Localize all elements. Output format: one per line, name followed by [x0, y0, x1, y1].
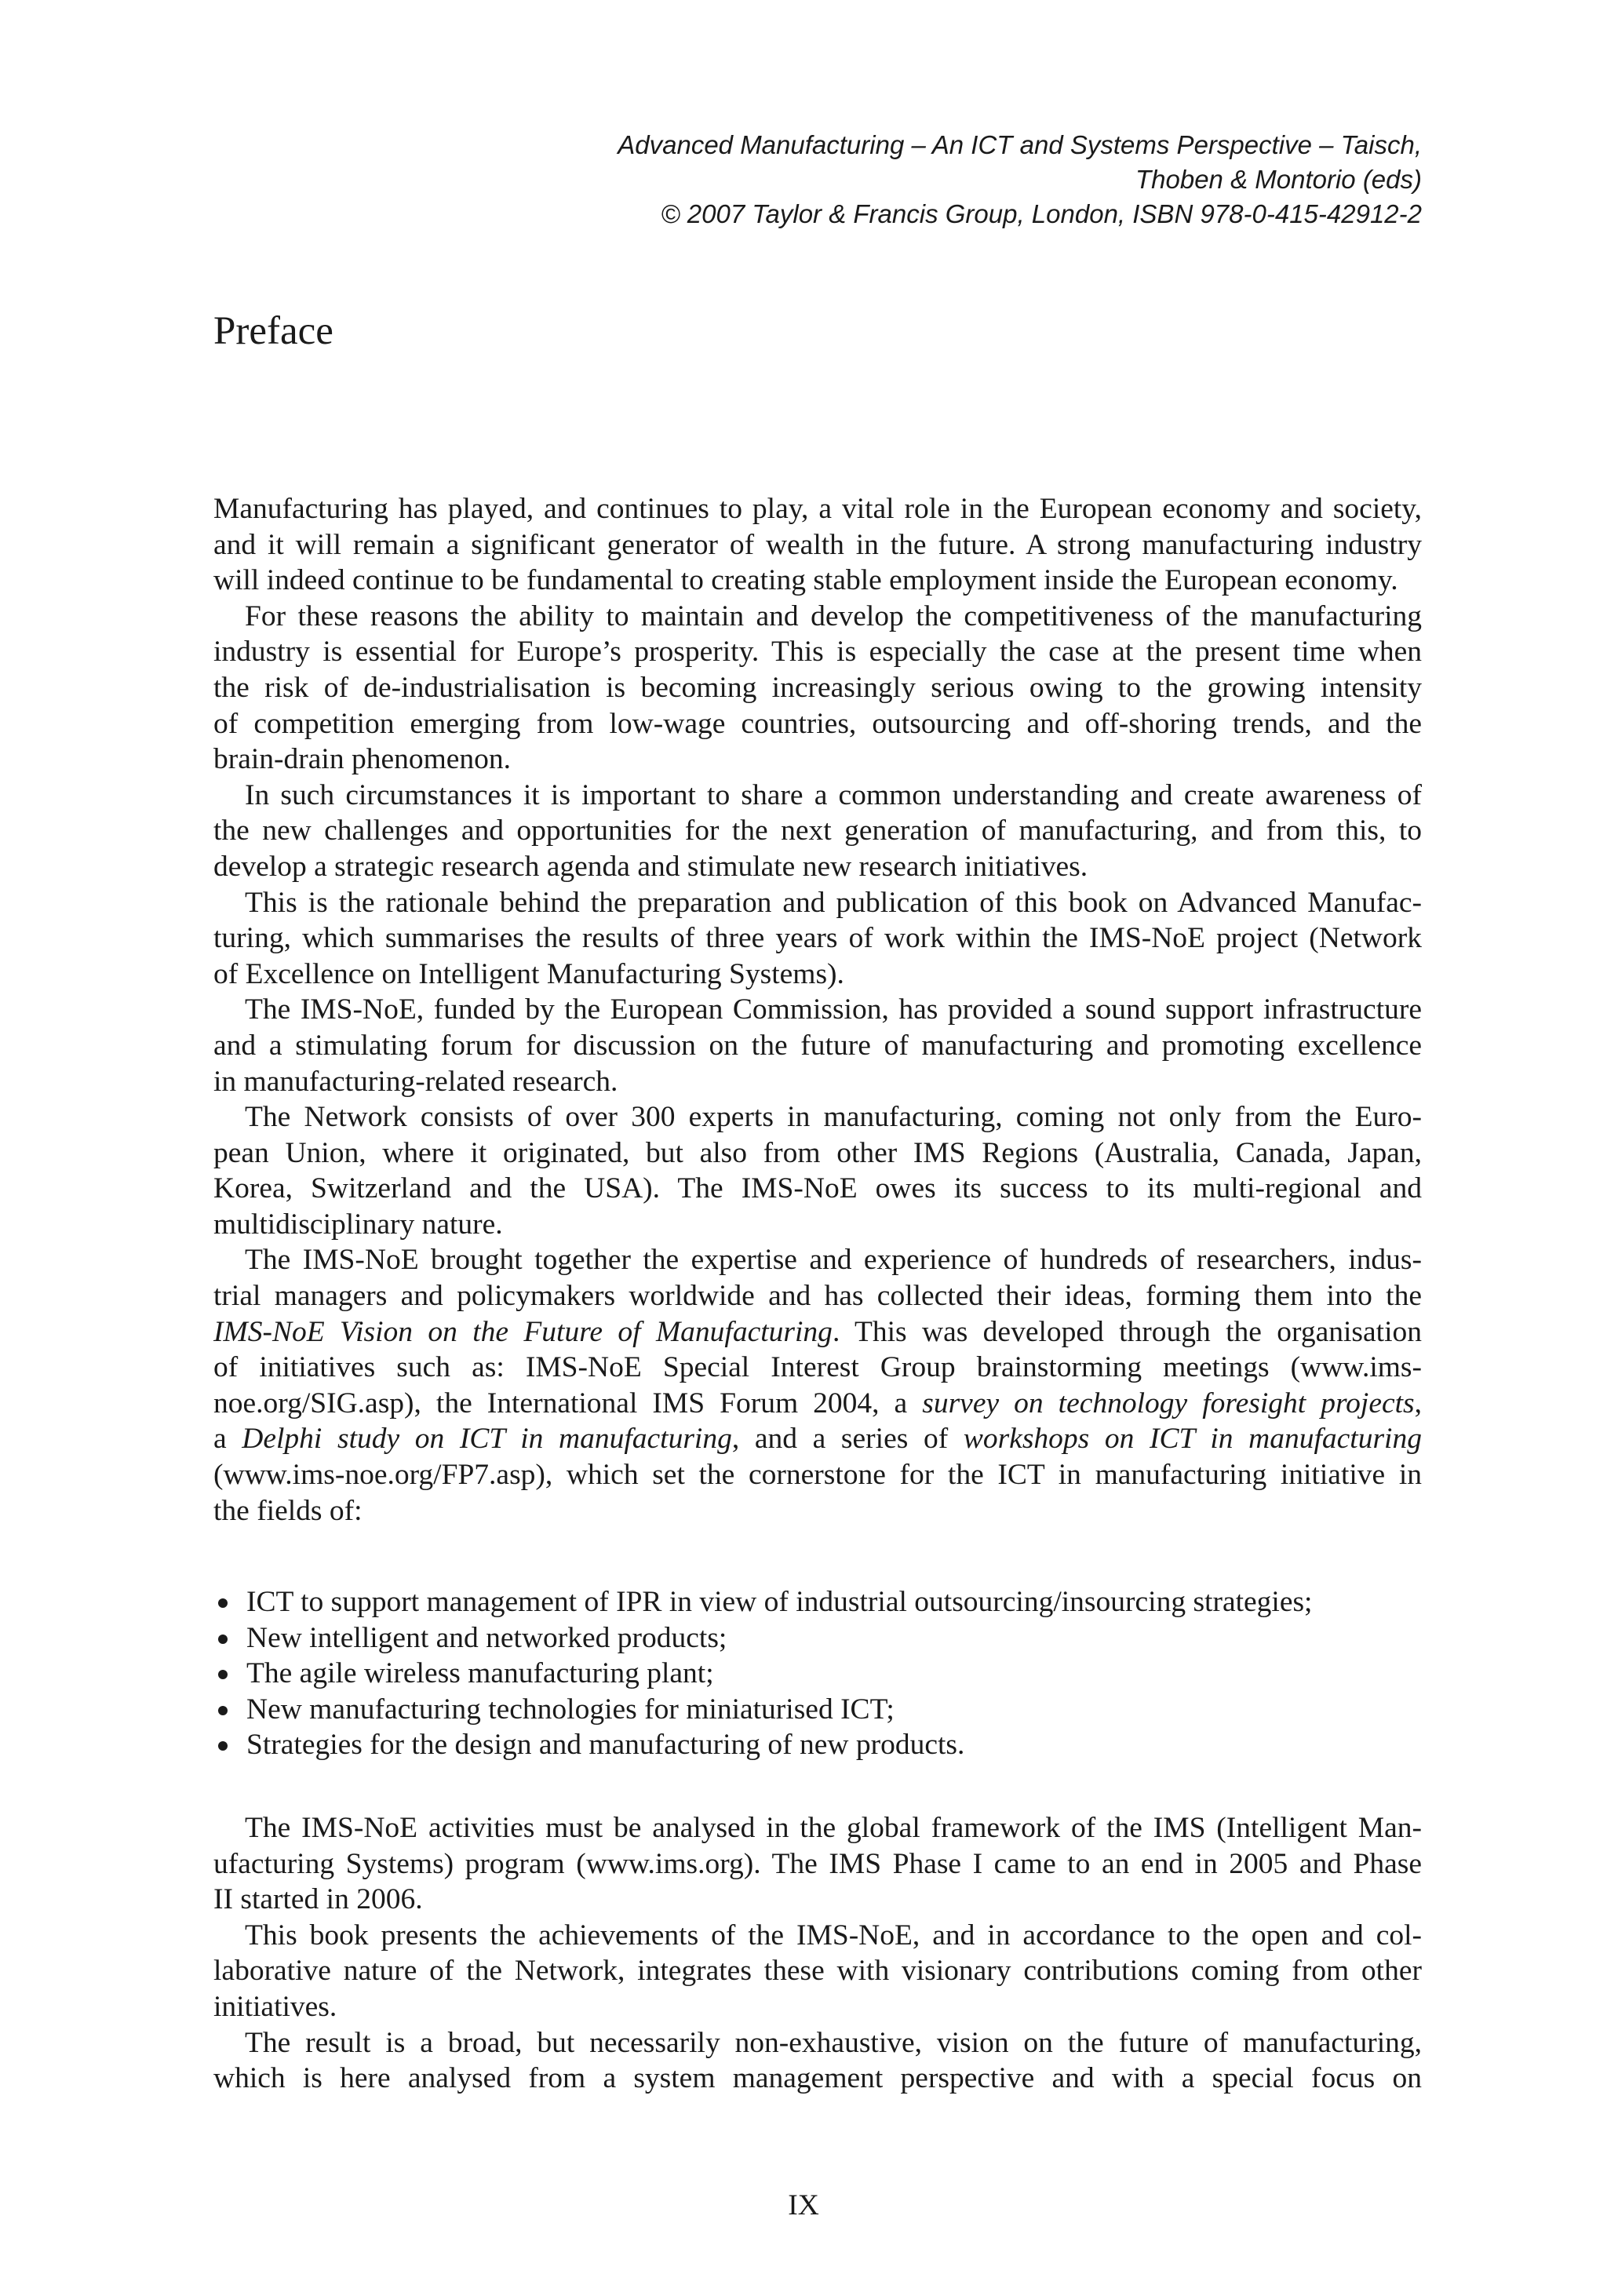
bullet-text: Strategies for the design and manufacturing of new products.: [246, 1729, 965, 1762]
bullet-item: [213, 1656, 1422, 1692]
bullet-text: New manufacturing technologies for miniaturised ICT;: [246, 1693, 895, 1726]
vision-paragraph: [213, 1242, 1422, 1529]
workshops-title: workshops on ICT in manufacturing: [963, 1423, 1422, 1456]
bullet-dot-icon: [218, 1706, 228, 1715]
paragraph: [213, 491, 1422, 599]
bullet-item: [213, 1727, 1422, 1763]
text-line: [213, 1386, 1422, 1422]
text-line: In such circumstances it is important to share a common understanding and create awareness of: [245, 778, 1422, 811]
text-line: initiatives.: [213, 1990, 337, 2023]
paragraph: [213, 885, 1422, 993]
bullet-text: ICT to support management of IPR in view of industrial outsourcing/insourcing strategies;: [246, 1586, 1313, 1618]
paragraphs-before-list: [213, 491, 1422, 1242]
bullet-item: [213, 1584, 1422, 1620]
preface-body: [213, 491, 1422, 1529]
text-line: the new challenges and opportunities for the next generation of manufacturing, and from this, to: [213, 815, 1422, 847]
text-line: [213, 1314, 1422, 1350]
text-line: Manufacturing has played, and continues to play, a vital role in the European economy and society,: [213, 493, 1422, 525]
vision-title: IMS-NoE Vision on the Future of Manufacturing: [213, 1315, 833, 1348]
text-line: The IMS-NoE brought together the expertise and experience of hundreds of researchers, indus-: [245, 1244, 1422, 1277]
bullet-text: The agile wireless manufacturing plant;: [246, 1657, 714, 1690]
text-line: of initiatives such as: IMS-NoE Special Interest Group brainstorming meetings (www.ims-: [213, 1351, 1422, 1384]
text-line: pean Union, where it originated, but also from other IMS Regions (Australia, Canada, Japan,: [213, 1136, 1422, 1169]
text-line: brain-drain phenomenon.: [213, 743, 512, 776]
text-line: [213, 1421, 1422, 1457]
header-line: Thoben & Montorio (eds): [1135, 165, 1422, 194]
page-number: IX: [788, 2189, 819, 2221]
header-line: Advanced Manufacturing – An ICT and Systems Perspective – Taisch,: [618, 130, 1422, 159]
bullet-item: [213, 1620, 1422, 1656]
paragraph: [213, 1918, 1422, 2025]
text-line: of Excellence on Intelligent Manufacturing Systems).: [213, 957, 844, 990]
text-line: The Network consists of over 300 experts in manufacturing, coming not only from the Euro-: [245, 1101, 1422, 1134]
text-line: II started in 2006.: [213, 1883, 423, 1916]
text-line: ufacturing Systems) program (www.ims.org). The IMS Phase I came to an end in 2005 and Phase: [213, 1847, 1422, 1880]
header-line: © 2007 Taylor & Francis Group, London, ISBN 978-0-415-42912-2: [661, 199, 1422, 228]
text-line: The IMS-NoE activities must be analysed in the global framework of the IMS (Intelligent Man-: [245, 1812, 1422, 1844]
text-line: industry is essential for Europe’s prosperity. This is especially the case at the present time when: [213, 636, 1422, 669]
text-line: This is the rationale behind the preparation and publication of this book on Advanced Manufac-: [245, 886, 1422, 919]
bullet-item: [213, 1692, 1422, 1728]
ict-fields-bullet-list: [213, 1584, 1422, 1763]
bullet-dot-icon: [218, 1598, 228, 1608]
text-fragment: a: [213, 1423, 242, 1456]
paragraph: [213, 599, 1422, 778]
text-line: Korea, Switzerland and the USA). The IMS-NoE owes its success to its multi-regional and: [213, 1172, 1422, 1205]
text-line: and it will remain a significant generator of wealth in the future. A strong manufacturing industry: [213, 528, 1422, 561]
paragraph: [213, 992, 1422, 1099]
survey-title: survey on technology foresight projects: [922, 1387, 1415, 1420]
text-line: which is here analysed from a system management perspective and with a special focus on: [213, 2062, 1422, 2095]
text-line: the risk of de-industrialisation is becoming increasingly serious owing to the growing intensity: [213, 671, 1422, 704]
text-line: (www.ims-noe.org/FP7.asp), which set the cornerstone for the ICT in manufacturing initiative in: [213, 1459, 1422, 1492]
text-fragment: noe.org/SIG.asp), the International IMS Forum 2004, a: [213, 1387, 923, 1420]
text-line: and a stimulating forum for discussion on the future of manufacturing and promoting excellence: [213, 1029, 1422, 1062]
bullet-dot-icon: [218, 1741, 228, 1751]
bullet-text: New intelligent and networked products;: [246, 1621, 727, 1654]
bullet-dot-icon: [218, 1635, 228, 1644]
text-line: The result is a broad, but necessarily non-exhaustive, vision on the future of manufacturing,: [245, 2026, 1422, 2059]
delphi-study-title: Delphi study on ICT in manufacturing: [242, 1423, 732, 1456]
page-title: Preface: [213, 309, 333, 353]
bullet-dot-icon: [218, 1670, 228, 1679]
text-line: For these reasons the ability to maintain and develop the competitiveness of the manufacturing: [245, 600, 1422, 632]
text-line: The IMS-NoE, funded by the European Commission, has provided a sound support infrastructure: [245, 993, 1422, 1026]
book-citation-header: [213, 128, 1422, 231]
text-line: trial managers and policymakers worldwide and has collected their ideas, forming them into the: [213, 1280, 1422, 1313]
text-line: multidisciplinary nature.: [213, 1208, 503, 1241]
text-fragment: ,: [1414, 1387, 1422, 1420]
text-line: develop a strategic research agenda and stimulate new research initiatives.: [213, 850, 1088, 883]
paragraph: [213, 1099, 1422, 1242]
paragraph: [213, 778, 1422, 885]
text-line: will indeed continue to be fundamental to creating stable employment inside the European economy.: [213, 564, 1398, 597]
text-line: This book presents the achievements of the IMS-NoE, and in accordance to the open and col-: [245, 1919, 1422, 1952]
text-fragment: , and a series of: [731, 1423, 964, 1456]
text-line: the fields of:: [213, 1494, 363, 1527]
text-fragment: . This was developed through the organisation: [832, 1315, 1422, 1348]
text-line: of competition emerging from low-wage countries, outsourcing and off-shoring trends, and the: [213, 707, 1422, 740]
paragraphs-after-list: [213, 1810, 1422, 2097]
paragraph: [213, 1810, 1422, 1918]
text-line: laborative nature of the Network, integrates these with visionary contributions coming from other: [213, 1955, 1422, 1988]
paragraph: [213, 2025, 1422, 2097]
text-line: in manufacturing-related research.: [213, 1065, 618, 1098]
text-line: turing, which summarises the results of three years of work within the IMS-NoE project (Network: [213, 922, 1422, 955]
